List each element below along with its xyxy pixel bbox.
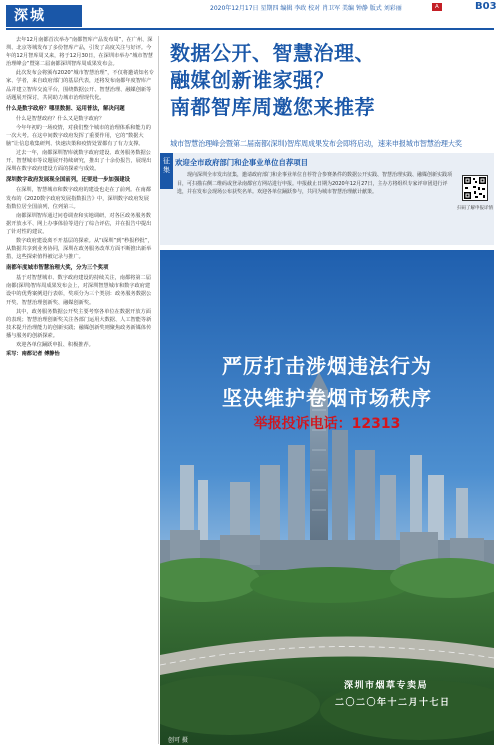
article-paragraph: 基于对智慧城市、数字政府建设的持续关注，南都将第二届南都(深圳)智库周成果发布会上，对深圳智慧城市和数字政府建设中的优秀案例进行表彰，奖项分为三个类别：政务服务数据公开奖、智慧治理创新奖、融媒创新奖。 xyxy=(6,275,152,306)
left-article-column xyxy=(6,36,154,744)
section-heading: 深圳数字政府发展现全国前列，还要进一步加强建设 xyxy=(6,177,130,184)
article-paragraph: 欢迎各单位踊跃申报、积极推荐。 xyxy=(16,342,94,348)
call-for-entries-box xyxy=(160,153,494,245)
byline: 采写：南都记者 傅静怡 xyxy=(6,351,60,358)
notice-tag: 征集 xyxy=(160,153,173,189)
headline-line: 南都智库周邀您来推荐 xyxy=(170,95,375,119)
section-heading: 南都年度城市智慧治理大奖，分为三个奖项 xyxy=(6,265,109,272)
article-paragraph: 过去一年，南都深圳智库就数字政府建设、政务服务数据公开、智慧城市等议题展开持续研究，推出了十余份报告，展现出深圳在数字政府建设方面的探索与成效。 xyxy=(6,150,152,173)
page-header xyxy=(0,0,500,28)
article-paragraph: 去年12月南都首次举办“南都智库产品发布周”，在广州、深圳、北京等城发布了多份智库产品，引发了高度关注与好评。今年的12月智库周又来，将于12月30日，在深圳市举办“城市智慧治理峰会”暨第二届南都深圳智库周成果发布会。 xyxy=(6,37,153,68)
edition-badge: A xyxy=(432,3,442,11)
poster-hotline: 举报投诉电话：12313 xyxy=(253,416,401,432)
article-paragraph: 今年年初的一场疫情，对我们整个城市的治理体系和能力的一次大考。在这中间数字政府发挥了重要作用，它的“数据大脑”让信息收集研判、快速决策和疫情处置都有了有力支撑。 xyxy=(6,124,151,148)
article-paragraph: 在深圳，智慧城市和数字政府的建设也走在了前列。在南都发布的《2020数字政府发展指数报告》中，深圳数字政府发展指数位居全国前列，位列第三。 xyxy=(6,187,151,210)
qr-label: 扫码了解申报详情 xyxy=(457,206,493,211)
header-rule xyxy=(6,28,494,30)
poster-title-line: 坚决维护卷烟市场秩序 xyxy=(222,386,432,410)
poster-title-line: 严厉打击涉烟违法行为 xyxy=(222,354,432,378)
notice-body: 现向深圳全市发出征集，邀请政府部门和企事业单位自荐符合参赛条件的数据公开实践、智慧治理实践、融媒创新实践项目，可扫描右侧二维码或登录南都官方网站进行申报。申报截止日期为2020年12月27日，主办方将组织专家评审团进行评选，并在发布会现场公布获奖名单。欢迎各单位踊跃参与，共同为城市智慧治理献计献策。 xyxy=(177,172,453,196)
photo-credit: 创可 摄 xyxy=(168,737,188,744)
tobacco-poster-ad xyxy=(160,250,494,745)
qr-code-icon[interactable] xyxy=(462,175,488,201)
notice-title: 欢迎全市政府部门和企事业单位自荐项目 xyxy=(175,158,309,167)
page-number: B03 xyxy=(475,1,497,12)
section-label: 深城 xyxy=(6,5,82,27)
article-paragraph: 什么是智慧政府？什么又是数字政府？ xyxy=(16,115,105,122)
article-paragraph: 其中，政务服务数据公开奖主要考察各单位在数据开放方面的表现；智慧治理创新奖关注各部门运用大数据、人工智能等新技术提升治理能力的创新实践；融媒创新奖则聚焦政务新媒体传播与服务的创新探索。 xyxy=(6,308,152,339)
poster-date: 二〇二〇年十二月十七日 xyxy=(335,698,451,708)
headline-line: 融媒创新谁家强？ xyxy=(170,68,334,92)
subheadline: 城市智慧治理峰会暨第二届南都(深圳)智库周成果发布会即将启动，速来申报城市智慧治理大奖 xyxy=(170,139,462,148)
poster-issuer: 深圳市烟草专卖局 xyxy=(344,681,429,691)
section-heading: 什么是数字政府？哪里数据、运用普法，解决问题 xyxy=(6,105,125,112)
column-divider xyxy=(158,36,159,744)
masthead-info: 2020年12月17日 星期四 编辑 李政 校对 肖卫军 美编 钟静 版式 刘彩丽 xyxy=(210,5,402,12)
article-paragraph: 此次发布会将颁布2020“城市智慧治理”，不仅将邀请知名专家、学者，来自政府部门的基层代表，还将发布南都年度智库产品并建立智库交流平台，围绕数据公开、智慧治理、融媒创新等话题展开探讨，共同助力城市治理现代化。 xyxy=(6,70,154,101)
headline-line: 数据公开、智慧治理、 xyxy=(170,41,375,65)
main-headline xyxy=(170,40,490,121)
article-paragraph: 数字政府建设离不开基层的探索。从“i深圳”到“秒报秒批”，从数据共享到业务协同，深圳在政务服务改革方面不断推出新举措，这些探索值得被记录与推广。 xyxy=(6,237,153,261)
article-paragraph: 南都深圳智库通过问卷调查和实地调研，对各区政务服务数据开放水平、网上办事体验等进行了综合评估，并在报告中提出了针对性的建议。 xyxy=(6,212,152,235)
city-skyline-photo xyxy=(160,250,494,745)
